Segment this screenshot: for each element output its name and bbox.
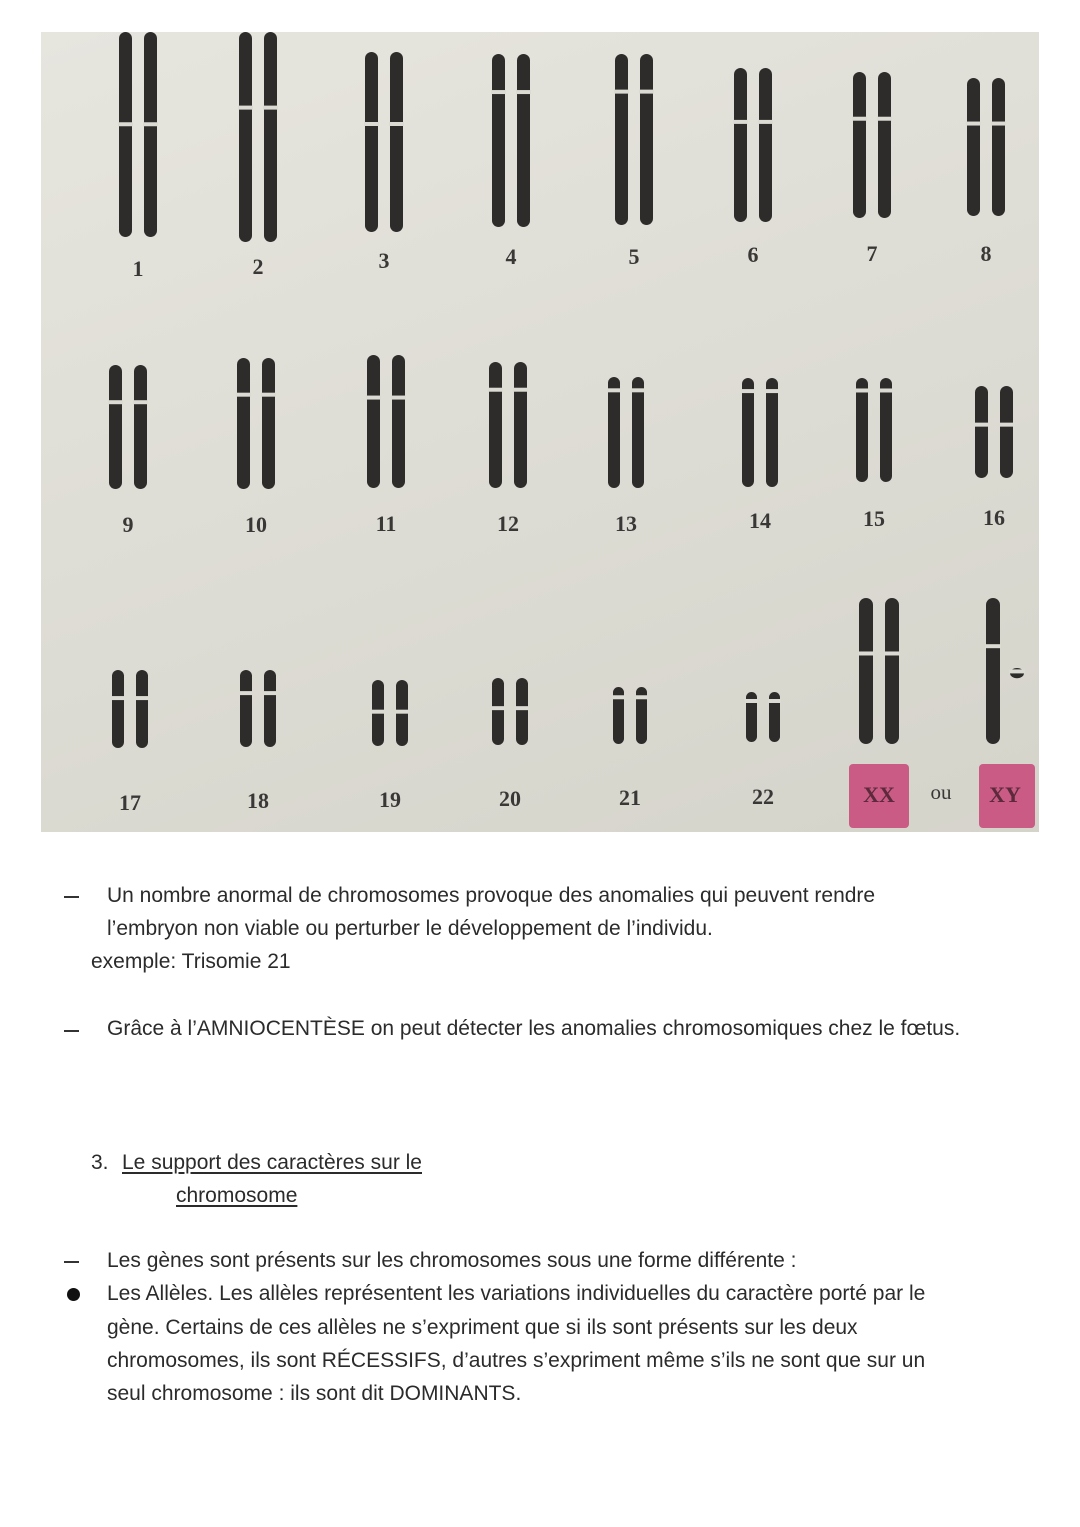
chromosome-label-11: 11 [375,511,397,536]
example-text: exemple: Trisomie 21 [91,950,291,973]
chromosome-label-21: 21 [619,785,641,810]
chromosome-label-19: 19 [379,787,401,812]
chromosome-pair-xy [985,598,1025,744]
chromosome-label-17: 17 [119,790,141,815]
chromosome-pair-12 [488,362,528,488]
chromosome-label-22: 22 [752,784,774,809]
section-title-line-2: chromosome [176,1184,298,1207]
chromosome-pair-11 [366,355,406,488]
chromosome-pair-3 [364,52,404,232]
dash-bullet-3 [64,1261,79,1263]
chromosome-pair-17 [111,670,149,748]
chromosome-pair-4 [491,54,531,227]
section-number: 3. [91,1151,109,1174]
alleles-line-2: gène. Certains de ces allèles ne s’expriment que si ils sont présents sur les deux [107,1316,858,1339]
karyotype-svg [41,32,1039,832]
sex-chromosomes-xy-label: XY [989,782,1021,807]
alleles-line-1: Les Allèles. Les allèles représentent les variations individuelles du caractère porté par le [107,1282,926,1305]
chromosome-pair-22 [745,692,781,742]
dot-bullet [67,1288,80,1301]
alleles-line-3: chromosomes, ils sont RÉCESSIFS, d’autres s’expriment même s’ils ne sont que sur un [107,1349,926,1372]
dash-bullet-1 [64,896,79,898]
chromosome-label-1: 1 [132,256,144,281]
chromosome-pair-18 [239,670,277,747]
bullet-1-line-2: l’embryon non viable ou perturber le développement de l’individu. [107,917,713,940]
chromosome-pair-20 [491,678,529,745]
dash-bullet-2 [64,1030,79,1032]
chromosome-label-10: 10 [245,512,267,537]
chromosome-label-15: 15 [863,506,885,531]
chromosome-pair-14 [741,378,779,487]
sex-chromosomes-xx-label: XX [863,782,895,807]
chromosome-pair-2 [238,32,278,242]
chromosome-pair-8 [966,78,1006,216]
chromosome-pair-16 [974,386,1014,478]
chromosome-pair-9 [108,365,148,489]
karyotype-image [41,32,1039,832]
chromosome-label-4: 4 [505,244,517,269]
chromosome-label-20: 20 [499,786,521,811]
chromosome-label-9: 9 [122,512,134,537]
genes-intro: Les gènes sont présents sur les chromosomes sous une forme différente : [107,1249,797,1272]
chromosome-label-5: 5 [628,244,640,269]
chromosome-label-3: 3 [378,248,390,273]
chromosome-pair-19 [371,680,409,746]
chromosome-label-6: 6 [747,242,759,267]
chromosome-label-7: 7 [866,241,878,266]
chromosome-pair-15 [855,378,893,482]
chromosome-pair-13 [607,377,645,488]
chromosome-pair-7 [852,72,892,218]
chromosome-pair-10 [236,358,276,489]
chromosome-label-16: 16 [983,505,1005,530]
chromosome-label-14: 14 [749,508,771,533]
section-title-line-1: Le support des caractères sur le [122,1151,422,1174]
chromosome-pair-21 [612,687,648,744]
bullet-2-text: Grâce à l’AMNIOCENTÈSE on peut détecter les anomalies chromosomiques chez le fœtus. [107,1017,961,1040]
chromosome-label-18: 18 [247,788,269,813]
chromosome-label-13: 13 [615,511,637,536]
chromosome-pair-xx [858,598,900,744]
chromosome-pair-5 [614,54,654,225]
chromosome-pair-1 [118,32,158,237]
chromosome-label-8: 8 [980,241,992,266]
chromosome-label-2: 2 [252,254,264,279]
or-label: ou [930,780,952,804]
chromosome-pair-6 [733,68,773,222]
chromosome-label-12: 12 [497,511,519,536]
alleles-line-4: seul chromosome : ils sont dit DOMINANTS. [107,1382,522,1405]
bullet-1-line-1: Un nombre anormal de chromosomes provoque des anomalies qui peuvent rendre [107,884,876,907]
